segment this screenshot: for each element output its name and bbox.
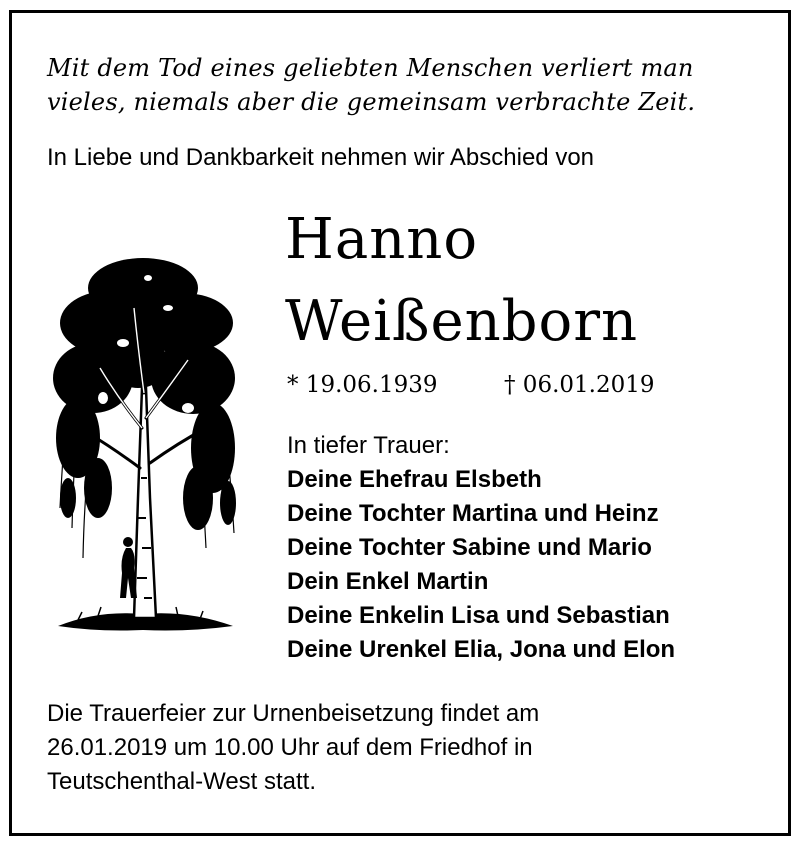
intro-text: In Liebe und Dankbarkeit nehmen wir Abschied von <box>47 144 595 171</box>
deceased-last-name: Weißenborn <box>285 289 639 354</box>
quote-line-2: vieles, niemals aber die gemeinsam verbrachte Zeit. <box>47 88 696 116</box>
mourner-item: Deine Tochter Sabine und Mario <box>287 534 652 561</box>
mourner-item: Deine Tochter Martina und Heinz <box>287 500 659 527</box>
mourner-item: Deine Enkelin Lisa und Sebastian <box>287 602 670 629</box>
mourner-item: Deine Ehefrau Elsbeth <box>287 466 542 493</box>
mourners-heading: In tiefer Trauer: <box>287 432 450 459</box>
service-line-3: Teutschenthal-West statt. <box>47 768 317 795</box>
quote-line-1: Mit dem Tod eines geliebten Menschen verliert man <box>47 54 694 82</box>
birth-date: * 19.06.1939 <box>287 372 438 398</box>
mourner-item: Deine Urenkel Elia, Jona und Elon <box>287 636 676 663</box>
service-line-1: Die Trauerfeier zur Urnenbeisetzung findet am <box>47 700 540 727</box>
birch-tree-icon <box>38 248 248 638</box>
death-date: † 06.01.2019 <box>504 372 655 398</box>
mourner-item: Dein Enkel Martin <box>287 568 489 595</box>
deceased-first-name: Hanno <box>285 207 479 272</box>
service-line-2: 26.01.2019 um 10.00 Uhr auf dem Friedhof in <box>47 734 533 761</box>
